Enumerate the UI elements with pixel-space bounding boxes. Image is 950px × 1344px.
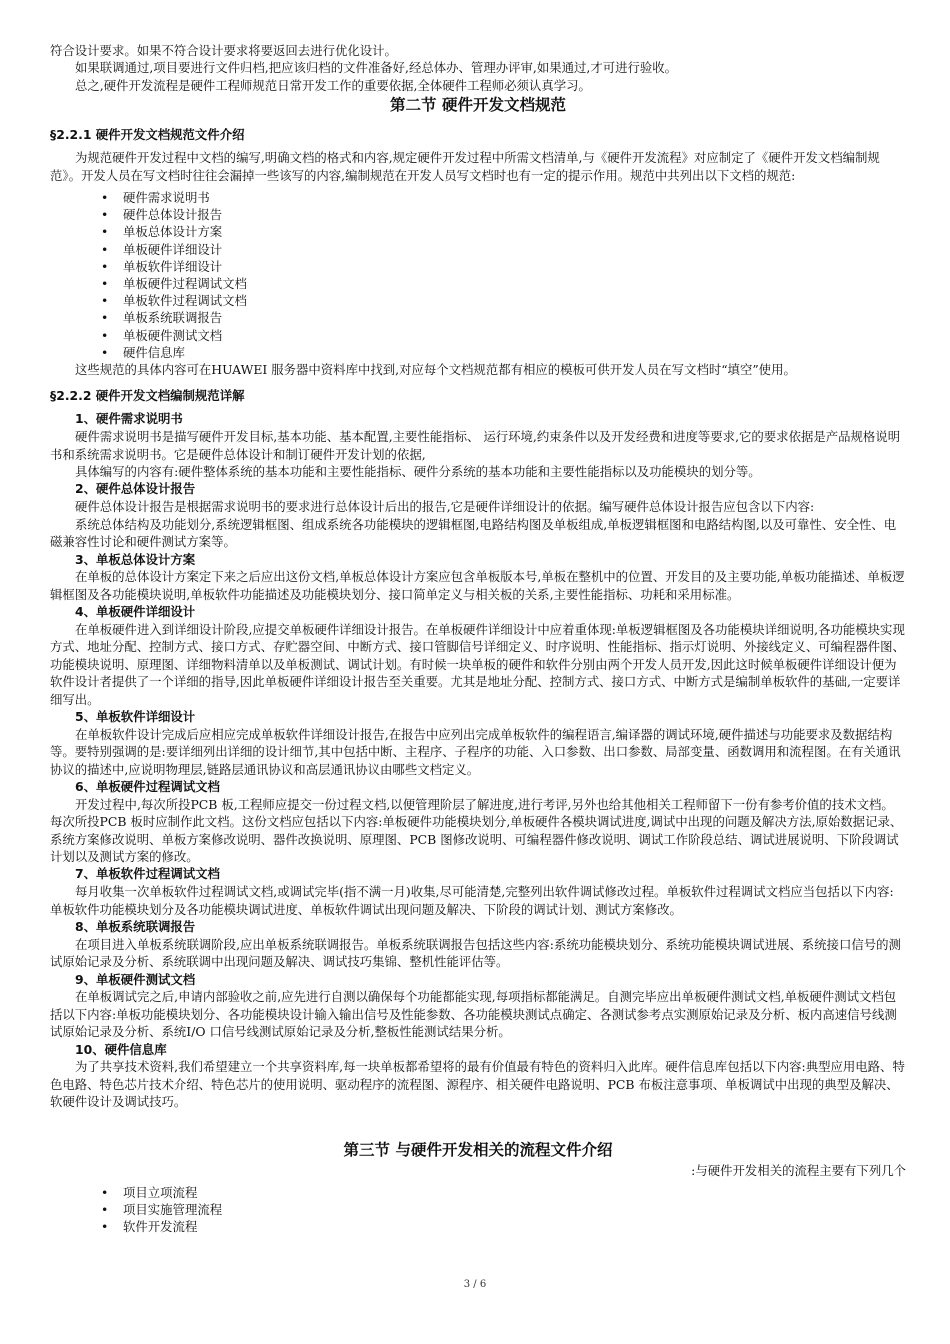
item-heading: 8、单板系统联调报告 [75,918,196,934]
sub1-title: §2.2.1 硬件开发文档规范文件介绍 [50,127,245,143]
intro-line-1: 符合设计要求。如果不符合设计要求将要返回去进行优化设计。 [50,43,397,58]
item-paragraph: 为了共享技术资料,我们希望建立一个共享资料库,每一块单板都希望将的最有价值最有特色的资料归入此库。硬件信息库包括以下内容:典型应用电路、特色电路、特色芯片技术介绍、特色芯片的使用说明、驱动程序的流程图、源程序、相关硬件电路说明、PCB 布板注意事项、单板调试中出现的典型及解决、软硬件设计及调试技巧。 [50,1059,905,1110]
list-item: • 硬件需求说明书 [50,189,906,206]
item-paragraph: 在单板软件设计完成后应相应完成单板软件详细设计报告,在报告中应列出完成单板软件的编程语言,编译器的调试环境,硬件描述与功能要求及数据结构等。要特别强调的是:要详细列出详细的设计细节,其中包括中断、主程序、子程序的功能、入口参数、出口参数、局部变量、函数调用和流程图。在有关通讯协议的描述中,应说明物理层,链路层通讯协议和高层通讯协议由哪些文档定义。 [50,726,901,777]
section3-title: 第三节 与硬件开发相关的流程文件介绍 [343,1140,613,1159]
list-item: • 硬件总体设计报告 [50,206,906,223]
item-heading: 6、单板硬件过程调试文档 [75,778,220,794]
item-heading: 7、单板软件过程调试文档 [75,866,220,882]
item-heading: 9、单板硬件测试文档 [75,971,196,987]
list-item: • 项目立项流程 [50,1184,906,1201]
list-item: • 单板软件详细设计 [50,258,906,275]
list-item: • 单板系统联调报告 [50,309,906,326]
item-heading: 10、硬件信息库 [75,1041,167,1057]
list-item: • 单板硬件测试文档 [50,327,906,344]
document-page [50,42,906,1236]
item-heading: 4、单板硬件详细设计 [75,604,196,620]
list-item: • 单板硬件过程调试文档 [50,275,906,292]
item-paragraph: 具体编写的内容有:硬件整体系统的基本功能和主要性能指标、硬件分系统的基本功能和主要性能指标以及功能模块的划分等。 [75,464,761,480]
item-heading: 1、硬件需求说明书 [75,411,183,427]
process-list [50,1184,906,1236]
sub2-title: §2.2.2 硬件开发文档编制规范详解 [50,388,245,404]
sub1-closing: 这些规范的具体内容可在HUAWEI 服务器中资料库中找到,对应每个文档规范都有相应的模板可供开发人员在写文档时“填空”使用。 [75,362,796,378]
item-paragraph: 在单板的总体设计方案定下来之后应出这份文档,单板总体设计方案应包含单板版本号,单板在整机中的位置、开发目的及主要功能,单板功能描述、单板逻辑框图及各功能模块说明,单板软件功能描述及功能模块划分、接口简单定义与相关板的关系,主要性能指标、功耗和采用标准。 [50,569,905,602]
list-item: • 硬件信息库 [50,344,906,361]
page-number: 3 / 6 [463,1279,487,1290]
item-paragraph: 硬件总体设计报告是根据需求说明书的要求进行总体设计后出的报告,它是硬件详细设计的依据。编写硬件总体设计报告应包含以下内容: [75,499,815,515]
item-paragraph: 在项目进入单板系统联调阶段,应出单板系统联调报告。单板系统联调报告包括这些内容:系统功能模块划分、系统功能模块调试进展、系统接口信号的测试原始记录及分析、系统联调中出现问题及解决、调试技巧集锦、整机性能评估等。 [50,936,901,970]
intro [50,42,906,94]
item-paragraph: 在单板硬件进入到详细设计阶段,应提交单板硬件详细设计报告。在单板硬件详细设计中应着重体现:单板逻辑框图及各功能模块详细说明,各功能模块实现方式、地址分配、控制方式、接口方式、存贮器空间、中断方式、接口管脚信号详细定义、时序说明、性能指标、指示灯说明、外接线定义、可编程器件图、功能模块说明、原理图、详细物料清单以及单板测试、调试计划。有时候一块单板的硬件和软件分别由两个开发人员开发,因此这时候单板硬件详细设计便为软件设计者提供了一个详细的指导,因此单板硬件详细设计报告至关重要。尤其是地址分配、控制方式、接口方式、中断方式是编制单板软件的基础,一定要详细写出。 [50,621,905,707]
item-paragraph: 每月收集一次单板软件过程调试文档,或调试完毕(指不满一月)收集,尽可能清楚,完整列出软件调试修改过程。单板软件过程调试文档应当包括以下内容:单板软件功能模块划分及各功能模块调试进度、单板软件调试出现问题及解决、下阶段的调试计划、测试方案修改。 [50,884,894,917]
list-item: • 单板总体设计方案 [50,223,906,240]
sub1-paragraph: 为规范硬件开发过程中文档的编写,明确文档的格式和内容,规定硬件开发过程中所需文档清单,与《硬件开发流程》对应制定了《硬件开发文档编制规范》。开发人员在写文档时往往会漏掉一些该写的内容,编制规范在开发人员写文档时也有一定的提示作用。规范中共列出以下文档的规范: [50,150,880,183]
list-item: • 单板硬件详细设计 [50,241,906,258]
item-heading: 5、单板软件详细设计 [75,708,196,724]
list-item: • 软件开发流程 [50,1218,906,1235]
item-paragraph: 开发过程中,每次所投PCB 板,工程师应提交一份过程文档,以便管理阶层了解进度,进行考评,另外也给其他相关工程师留下一份有参考价值的技术文档。每次所投PCB 板时应制作此文档。这份文档应包括以下内容:单板硬件功能模块划分,单板硬件各模块调试进度,调试中出现的问题及解决方法,原始数据记录、系统方案修改说明、单板方案修改说明、器件改换说明、原理图、PCB 图修改说明、可编程器件修改说明、调试工作阶段总结、调试进展说明、下阶段调试计划以及测试方案的修改。 [50,796,903,864]
intro-line-2: 如果联调通过,项目要进行文件归档,把应该归档的文件准备好,经总体办、管理办评审,如果通过,才可进行验收。 [75,60,678,76]
item-paragraph: 硬件需求说明书是描写硬件开发目标,基本功能、基本配置,主要性能指标、 运行环境,约束条件以及开发经费和进度等要求,它的要求依据是产品规格说明书和系统需求说明书。它是硬件总体设计和制订硬件开发计划的依据, [50,429,901,462]
item-heading: 3、单板总体设计方案 [75,551,196,567]
item-paragraph: 在单板调试完之后,申请内部验收之前,应先进行自测以确保每个功能都能实现,每项指标都能满足。自测完毕应出单板硬件测试文档,单板硬件测试文档包括以下内容:单板功能模块划分、各功能模块设计输入输出信号及性能参数、各功能模块测试点确定、各测试参考点实测原始记录及分析、板内高速信号线测试原始记录及分析、系统I/O 口信号线测试原始记录及分析,整板性能测试结果分析。 [50,989,897,1040]
section2-title: 第二节 硬件开发文档规范 [390,96,566,115]
list-item: • 单板软件过程调试文档 [50,292,906,309]
item-heading: 2、硬件总体设计报告 [75,481,196,497]
item-paragraph: 系统总体结构及功能划分,系统逻辑框图、组成系统各功能模块的逻辑框图,电路结构图及单板组成,单板逻辑框图和电路结构图,以及可靠性、安全性、电磁兼容性讨论和硬件测试方案等。 [50,516,897,550]
doc-list [50,189,906,361]
intro-line-3: 总之,硬件开发流程是硬件工程师规范日常开发工作的重要依据,全体硬件工程师必须认真学习。 [75,77,591,93]
section3-lead: :与硬件开发相关的流程主要有下列几个 [691,1162,906,1178]
list-item: • 项目实施管理流程 [50,1201,906,1218]
